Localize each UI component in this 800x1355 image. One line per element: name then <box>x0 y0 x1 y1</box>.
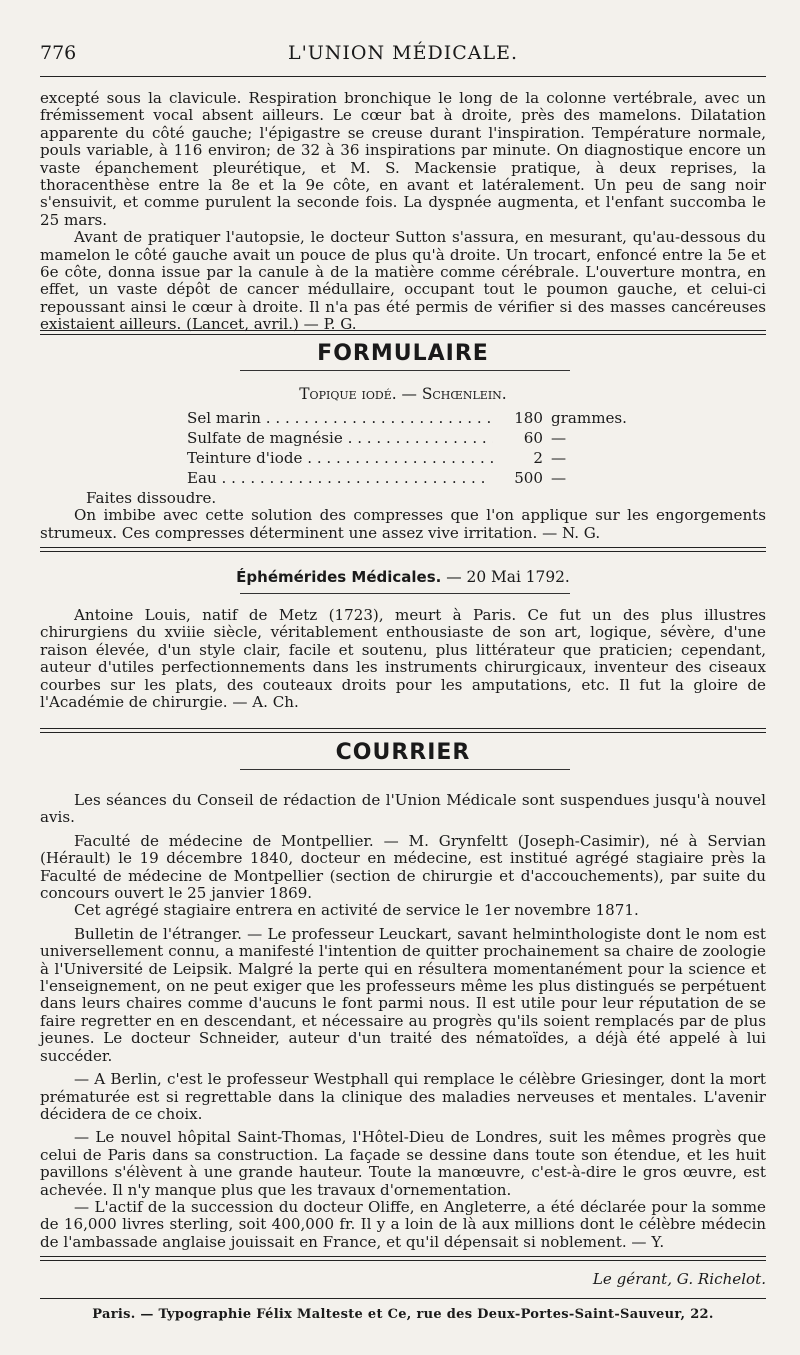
heading-underline <box>240 593 570 594</box>
recipe-table <box>187 408 627 488</box>
formulaire-text: On imbibe avec cette solution des compresses que l'on applique sur les engorgements strumeux. Ces compresses déterminent une assez vive irritation. — N. G. <box>40 506 766 542</box>
ephemerides-body <box>40 607 766 711</box>
formulaire-subheading-wrap <box>40 385 766 403</box>
heading-underline <box>240 370 570 371</box>
case-paragraph-1: excepté sous la clavicule. Respiration bronchique le long de la colonne vertébrale, avec un frémissement vocal absent ailleurs. Le cœur bat à droite, près des mamelons. Dilatation apparente du côté gauche; l'épigastre se creuse durant l'inspiration. Température normale, pouls variable, à 116 environ; de 32 à 36 inspirations par minute. On diagnostique encore un vaste épanchement pleurétique, et M. S. Mackensie pratique, à deux reprises, la thoracenthèse entre la 8e et la 9e côte, en avant et latéralement. Un peu de sang noir s'ensuivit, et comme purulent la seconde fois. La dyspnée augmenta, et l'enfant succomba le 25 mars. <box>40 89 766 229</box>
courrier-heading: COURRIER <box>335 740 471 765</box>
courrier-paragraph: Faculté de médecine de Montpellier. — M. Grynfeltt (Joseph-Casimir), né à Servian (Hérault) le 19 décembre 1840, docteur en médecine, est institué agrégé stagiaire près la Faculté de médecine de Montpellier (section de chirurgie et d'accouchements), par suite du concours ouvert le 25 janvier 1869. <box>40 831 766 903</box>
recipe-row: Teinture d'iode . . . 2 — <box>187 448 627 468</box>
recipe-row: Eau . . . 500 — <box>187 468 627 488</box>
case-report <box>40 90 766 334</box>
formulaire-instruction: Faites dissoudre. <box>86 489 217 507</box>
running-header <box>40 36 766 68</box>
ephemerides-date: — 20 Mai 1792. <box>446 568 570 586</box>
section-rule <box>40 547 766 552</box>
footer-rule <box>40 1298 766 1299</box>
section-rule <box>40 1256 766 1261</box>
gerant-signature: Le gérant, G. Richelot. <box>592 1270 766 1288</box>
printer-imprint: Paris. — Typographie Félix Malteste et Ce, rue des Deux-Portes-Saint-Sauveur, 22. <box>92 1307 714 1322</box>
ephemerides-text: Antoine Louis, natif de Metz (1723), meurt à Paris. Ce fut un des plus illustres chirurgiens du xviiie siècle, véritablement enthousiaste de son art, logique, sévère, d'une raison élevée, d'un style clair, facile et soutenu, plus littérateur que praticien; cependant, auteur d'utiles perfectionnements dans les instruments chirurgicaux, inventeur des ciseaux courbes sur les plats, des couteaux droits pour les amputations, etc. Il fut la gloire de l'Académie de chirurgie. — A. Ch. <box>40 606 766 712</box>
page-number: 776 <box>40 42 77 64</box>
courrier-body <box>40 792 766 1251</box>
courrier-paragraph: Cet agrégé stagiaire entrera en activité de service le 1er novembre 1871. <box>74 901 639 920</box>
journal-title: L'UNION MÉDICALE. <box>287 42 519 64</box>
header-rule <box>40 76 766 77</box>
courrier-paragraph: — Le nouvel hôpital Saint-Thomas, l'Hôtel-Dieu de Londres, suit les mêmes progrès que celui de Paris dans sa construction. La façade se dessine dans toute son étendue, et les huit pavillons s'élèvent à une grande hauteur. Toute la manœuvre, c'est-à-dire le gros œuvre, est achevée. Il n'y manque plus que les travaux d'ornementation. <box>40 1128 766 1199</box>
ephemerides-heading <box>40 568 766 586</box>
courrier-paragraph: Bulletin de l'étranger. — Le professeur Leuckart, savant helminthologiste dont le nom est universellement connu, a manifesté l'intention de quitter prochainement sa chaire de zoologie à l'Université de Leipsik. Malgré la perte qui en résultera momentanément pour la science et l'enseignement, on ne peut exiger que les professeurs même les plus distingués se perpétuent dans leurs chaires comme d'aucuns le font parmi nous. Il est utile pour leur réputation de se faire regretter en en descendant, et nécessaire au progrès qu'ils soient remplacés par de plus jeunes. Le docteur Schneider, auteur d'un traité des nématoïdes, a déjà été appelé à lui succéder. <box>40 924 766 1065</box>
formulaire-body <box>40 490 766 542</box>
ephemerides-title: Éphémérides Médicales. <box>236 568 442 586</box>
formulaire-subheading: Topique iodé. — Schœnlein. <box>299 385 507 403</box>
courrier-paragraph: Les séances du Conseil de rédaction de l'Union Médicale sont suspendues jusqu'à nouvel avis. <box>40 791 766 827</box>
formulaire-heading: FORMULAIRE <box>317 341 489 366</box>
case-paragraph-2: Avant de pratiquer l'autopsie, le docteur Sutton s'assura, en mesurant, qu'au-dessous du mamelon le côté gauche avait un pouce de plus qu'à droite. Un trocart, enfoncé entre la 5e et 6e côte, donna issue par la canule à de la matière comme cérébrale. L'ouverture montra, en effet, un vaste dépôt de cancer médullaire, occupant tout le poumon gauche, et celui-ci repoussant ainsi le cœur à droite. Il n'a pas été permis de vérifier si des masses cancéreuses existaient ailleurs. (Lancet, avril.) — P. G. <box>40 228 766 334</box>
section-rule <box>40 330 766 335</box>
recipe-row: Sulfate de magnésie . . . 60 — <box>187 428 627 448</box>
courrier-paragraph: — A Berlin, c'est le professeur Westphall qui remplace le célèbre Griesinger, dont la mort prématurée est si regrettable dans la clinique des maladies nerveuses et mentales. L'avenir décidera de ce choix. <box>40 1070 766 1123</box>
heading-underline <box>240 769 570 770</box>
recipe-row: Sel marin . . . 180 grammes. <box>187 408 627 428</box>
section-rule <box>40 728 766 733</box>
courrier-paragraph: — L'actif de la succession du docteur Oliffe, en Angleterre, a été déclarée pour la somme de 16,000 livres sterling, soit 400,000 fr. Il y a loin de là aux millions dont le célèbre médecin de l'ambassade anglaise jouissait en France, et qu'il dépensait si noblement. — Y. <box>40 1197 766 1251</box>
